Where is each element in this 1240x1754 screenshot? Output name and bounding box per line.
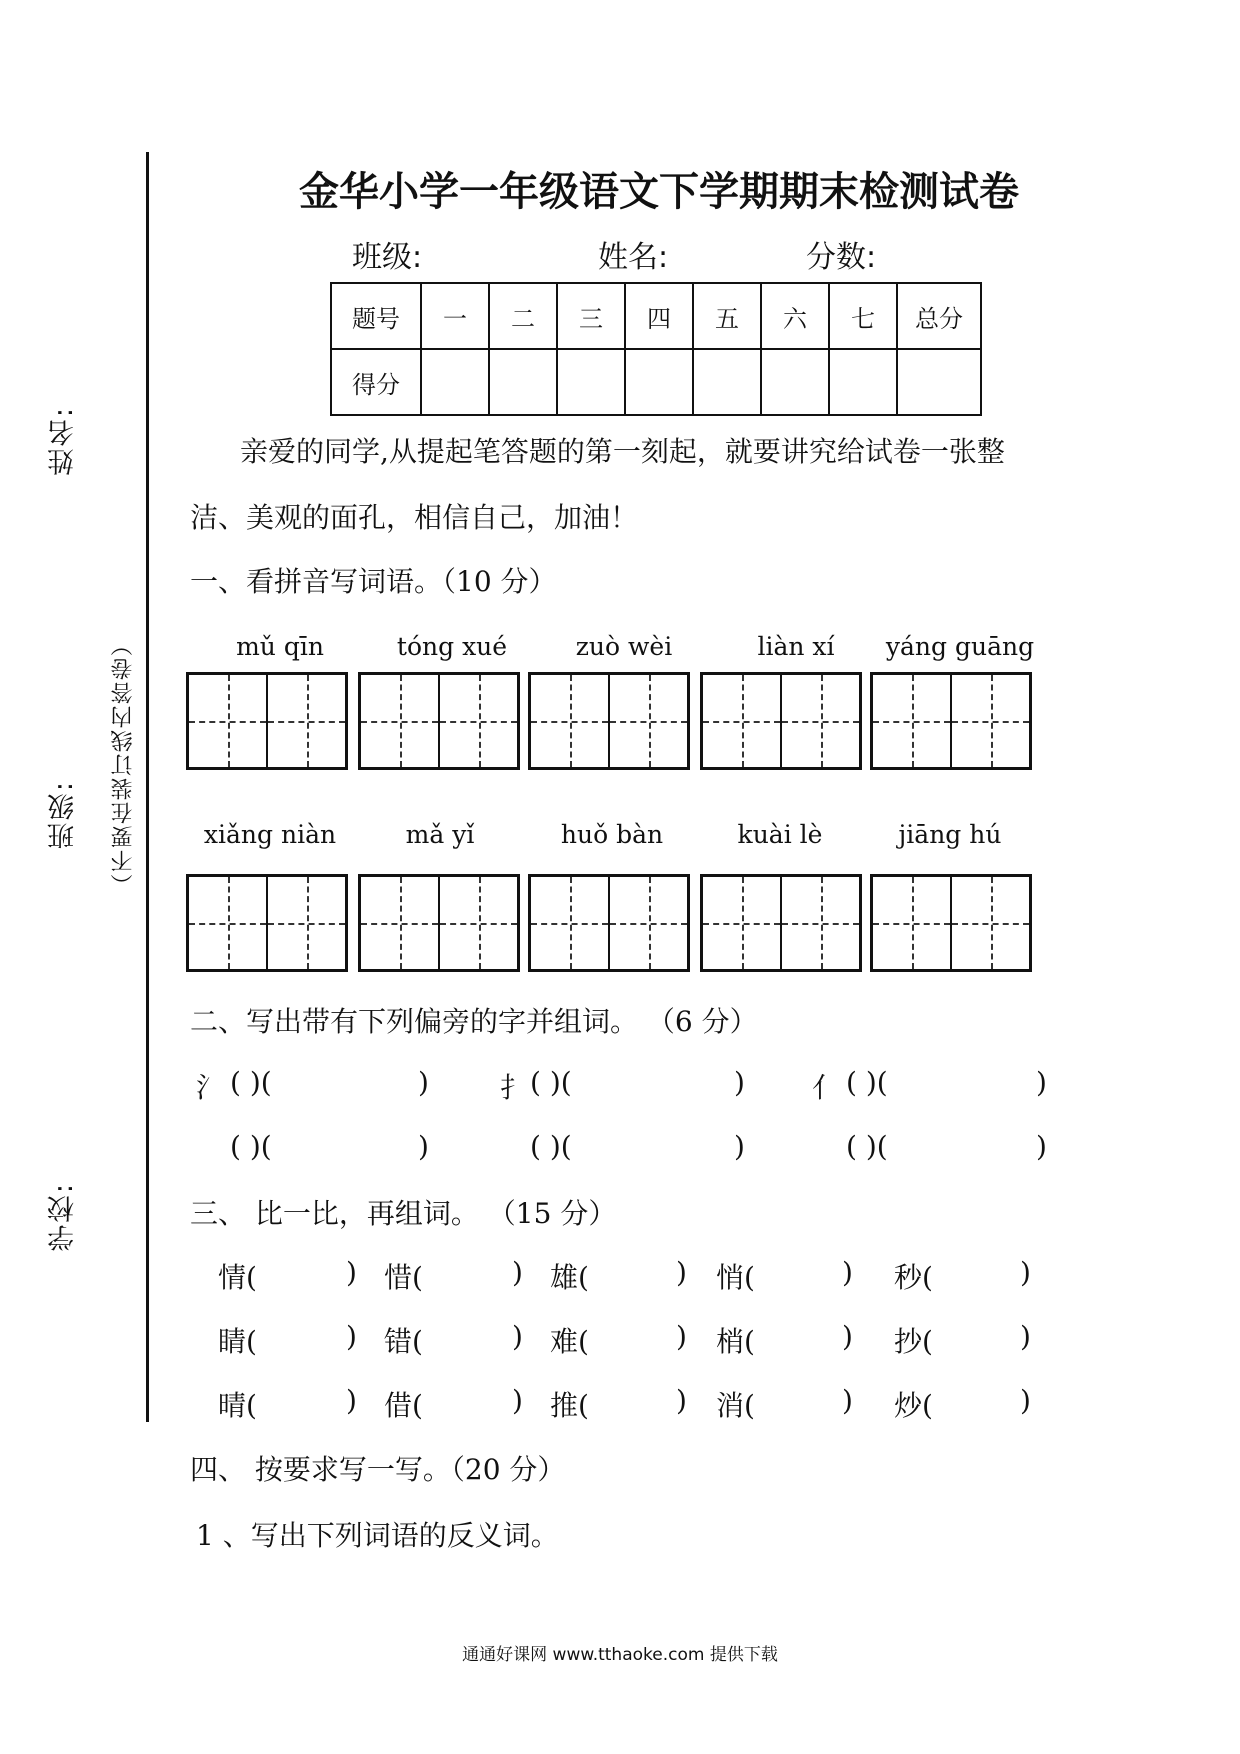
answer-paren-open[interactable]: ( )( [530, 1066, 572, 1099]
compare-item[interactable]: 惜( [384, 1261, 423, 1294]
binding-class-label: 班级: [48, 780, 79, 850]
score-table-header-cell: 题号 [331, 283, 421, 349]
page-title: 金华小学一年级语文下学期期末检测试卷 [299, 169, 1019, 215]
score-table-header-cell: 二 [489, 283, 557, 349]
section2-heading: 二、写出带有下列偏旁的字并组词。 （6 分） [190, 1005, 758, 1038]
answer-paren-close: ) [676, 1384, 687, 1417]
score-cell[interactable] [693, 349, 761, 415]
score-table-row-label: 得分 [331, 349, 421, 415]
writing-grid[interactable] [700, 672, 862, 770]
compare-item[interactable]: 消( [716, 1389, 755, 1422]
compare-item[interactable]: 悄( [716, 1261, 755, 1294]
answer-paren-close: ) [1020, 1256, 1031, 1289]
writing-grid[interactable] [528, 874, 690, 972]
answer-paren-close: ) [1036, 1130, 1047, 1163]
score-cell[interactable] [761, 349, 829, 415]
score-table-header-cell: 七 [829, 283, 897, 349]
answer-paren-close: ) [842, 1256, 853, 1289]
answer-paren-close: ) [512, 1320, 523, 1353]
pinyin-label: yáng guāng [885, 632, 1035, 661]
info-class: 班级: [352, 240, 423, 275]
radical-label: 扌 [500, 1071, 529, 1104]
answer-paren-close: ) [676, 1320, 687, 1353]
answer-paren-close: ) [734, 1066, 745, 1099]
answer-paren-open[interactable]: ( )( [230, 1130, 272, 1163]
answer-paren-close: ) [1020, 1320, 1031, 1353]
compare-item[interactable]: 借( [384, 1389, 423, 1422]
answer-paren-close: ) [346, 1384, 357, 1417]
score-table [330, 282, 982, 416]
answer-paren-close: ) [418, 1066, 429, 1099]
answer-paren-close: ) [418, 1130, 429, 1163]
score-table-header-cell: 六 [761, 283, 829, 349]
answer-paren-close: ) [1036, 1066, 1047, 1099]
answer-paren-open[interactable]: ( )( [230, 1066, 272, 1099]
compare-item[interactable]: 推( [550, 1389, 589, 1422]
compare-item[interactable]: 晴( [218, 1389, 257, 1422]
compare-item[interactable]: 错( [384, 1325, 423, 1358]
answer-paren-close: ) [346, 1320, 357, 1353]
section4-heading: 四、 按要求写一写。（20 分） [190, 1453, 566, 1486]
score-cell[interactable] [897, 349, 981, 415]
writing-grid[interactable] [186, 672, 348, 770]
score-table-header-cell: 总分 [897, 283, 981, 349]
binding-line [146, 152, 149, 1422]
answer-paren-open[interactable]: ( )( [846, 1066, 888, 1099]
pinyin-label: huǒ bàn [560, 820, 664, 849]
compare-item[interactable]: 梢( [716, 1325, 755, 1358]
binding-school-label: 学校: [48, 1182, 79, 1252]
answer-paren-close: ) [1020, 1384, 1031, 1417]
compare-item[interactable]: 抄( [894, 1325, 933, 1358]
radical-label: 亻 [812, 1071, 841, 1104]
answer-paren-close: ) [676, 1256, 687, 1289]
intro-line-2: 洁、美观的面孔，相信自己，加油！ [190, 501, 639, 534]
compare-item[interactable]: 雄( [550, 1261, 589, 1294]
section4-item-1: 1 、写出下列词语的反义词。 [196, 1519, 559, 1552]
info-score: 分数: [806, 240, 877, 275]
score-table-header-cell: 三 [557, 283, 625, 349]
answer-paren-close: ) [512, 1256, 523, 1289]
answer-paren-close: ) [842, 1320, 853, 1353]
writing-grid[interactable] [358, 672, 520, 770]
section1-heading: 一、看拼音写词语。（10 分） [190, 565, 557, 598]
writing-grid[interactable] [870, 672, 1032, 770]
intro-line-1: 亲爱的同学,从提起笔答题的第一刻起，就要讲究给试卷一张整 [240, 435, 1005, 468]
answer-paren-close: ) [512, 1384, 523, 1417]
answer-paren-open[interactable]: ( )( [846, 1130, 888, 1163]
answer-paren-close: ) [842, 1384, 853, 1417]
pinyin-label: mǎ yǐ [405, 820, 475, 849]
score-table-header-cell: 五 [693, 283, 761, 349]
compare-item[interactable]: 秒( [894, 1261, 933, 1294]
footer: 通通好课网 www.tthaoke.com 提供下载 [462, 1645, 778, 1665]
score-cell[interactable] [421, 349, 489, 415]
info-name: 姓名: [598, 240, 669, 275]
pinyin-label: zuò wèi [575, 632, 673, 661]
score-cell[interactable] [557, 349, 625, 415]
score-table-header-row [331, 283, 981, 349]
pinyin-label: xiǎng niàn [203, 820, 337, 849]
score-cell[interactable] [625, 349, 693, 415]
binding-name-label: 姓名: [48, 406, 79, 476]
pinyin-label: liàn xí [757, 632, 835, 661]
section3-heading: 三、 比一比，再组词。 （15 分） [190, 1197, 617, 1230]
compare-item[interactable]: 情( [218, 1261, 257, 1294]
writing-grid[interactable] [528, 672, 690, 770]
answer-paren-close: ) [346, 1256, 357, 1289]
writing-grid[interactable] [700, 874, 862, 972]
pinyin-label: jiāng hú [898, 820, 1002, 849]
writing-grid[interactable] [870, 874, 1032, 972]
score-table-header-cell: 一 [421, 283, 489, 349]
score-table-header-cell: 四 [625, 283, 693, 349]
compare-item[interactable]: 难( [550, 1325, 589, 1358]
score-cell[interactable] [829, 349, 897, 415]
compare-item[interactable]: 炒( [894, 1389, 933, 1422]
pinyin-label: kuài lè [737, 820, 823, 849]
writing-grid[interactable] [186, 874, 348, 972]
writing-grid[interactable] [358, 874, 520, 972]
binding-note: （不要在装订线内答卷） [111, 632, 136, 896]
compare-item[interactable]: 睛( [218, 1325, 257, 1358]
pinyin-label: mǔ qīn [236, 632, 324, 661]
answer-paren-close: ) [734, 1130, 745, 1163]
score-cell[interactable] [489, 349, 557, 415]
answer-paren-open[interactable]: ( )( [530, 1130, 572, 1163]
pinyin-label: tóng xué [396, 632, 508, 661]
radical-label: 氵 [196, 1071, 225, 1104]
score-table-score-row [331, 349, 981, 415]
